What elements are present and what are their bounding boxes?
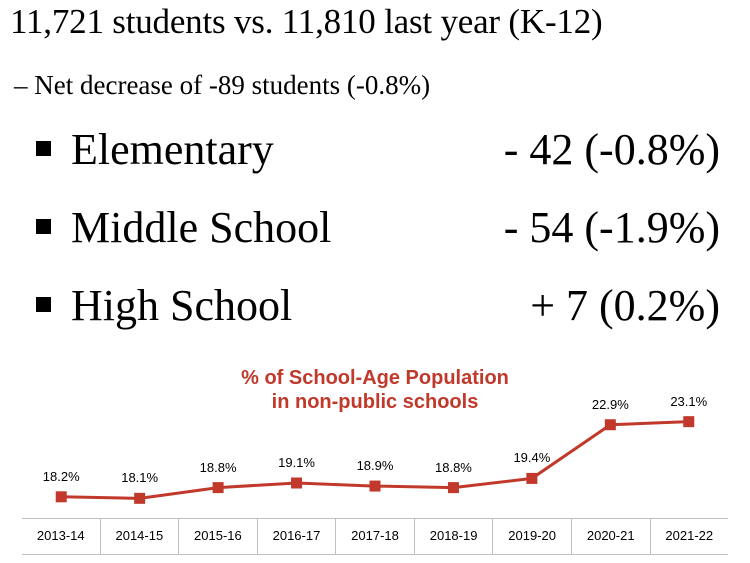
bullet-value: - 54 (-1.9%)	[503, 203, 720, 252]
square-bullet-icon	[36, 297, 51, 312]
list-item	[36, 280, 726, 358]
x-axis-tick-label: 2021-22	[665, 528, 714, 543]
chart-marker	[605, 419, 616, 430]
chart-data-label: 18.9%	[356, 458, 394, 474]
chart-data-label: 18.2%	[42, 468, 80, 484]
bullet-label: High School	[71, 281, 293, 330]
page-title: 11,721 students vs. 11,810 last year (K-12)	[10, 2, 603, 41]
x-axis-tick-label: 2020-21	[572, 518, 651, 554]
chart-data-label: 22.9%	[591, 396, 629, 412]
line-chart	[22, 358, 728, 554]
bullet-label: Elementary	[71, 125, 274, 174]
x-axis-tick-label: 2019-20	[493, 518, 572, 554]
chart-data-label: 18.1%	[121, 470, 159, 486]
square-bullet-icon	[36, 219, 51, 234]
chart-title-line-2: in non-public schools	[271, 391, 479, 413]
chart-marker	[448, 482, 459, 493]
bullet-list	[36, 124, 726, 358]
square-bullet-icon	[36, 141, 51, 156]
chart-data-label: 19.1%	[278, 455, 315, 470]
list-item	[36, 202, 726, 280]
chart-title-line-1: % of School-Age Population	[241, 367, 509, 389]
chart-marker	[213, 482, 224, 493]
chart-marker	[56, 491, 67, 502]
x-axis-bottom-line	[22, 554, 728, 555]
x-axis-tick-label: 2018-19	[415, 518, 494, 554]
x-axis-tick-label: 2015-16	[179, 518, 258, 554]
chart-plot-area	[22, 358, 728, 518]
chart-marker	[291, 478, 302, 489]
chart-data-label: 19.4%	[513, 450, 551, 466]
bullet-value: + 7 (0.2%)	[530, 281, 720, 330]
chart-data-label: 18.8%	[435, 459, 472, 475]
x-axis-tick-label: 2013-14	[22, 518, 101, 554]
x-axis-categories	[22, 518, 728, 554]
chart-data-label: 23.1%	[670, 393, 708, 409]
chart-marker	[134, 493, 145, 504]
chart-marker	[370, 481, 381, 492]
x-axis-tick-label: 2016-17	[258, 518, 337, 554]
x-axis-tick-label: 2014-15	[101, 518, 180, 554]
bullet-label: Middle School	[71, 203, 332, 252]
bullet-value: - 42 (-0.8%)	[503, 125, 720, 174]
page-subtitle: – Net decrease of -89 students (-0.8%)	[14, 70, 431, 100]
chart-marker	[683, 416, 694, 427]
x-axis-tick-label: 2017-18	[336, 518, 415, 554]
chart-data-label: 18.8%	[199, 459, 237, 475]
chart-marker	[526, 473, 537, 484]
list-item	[36, 124, 726, 202]
